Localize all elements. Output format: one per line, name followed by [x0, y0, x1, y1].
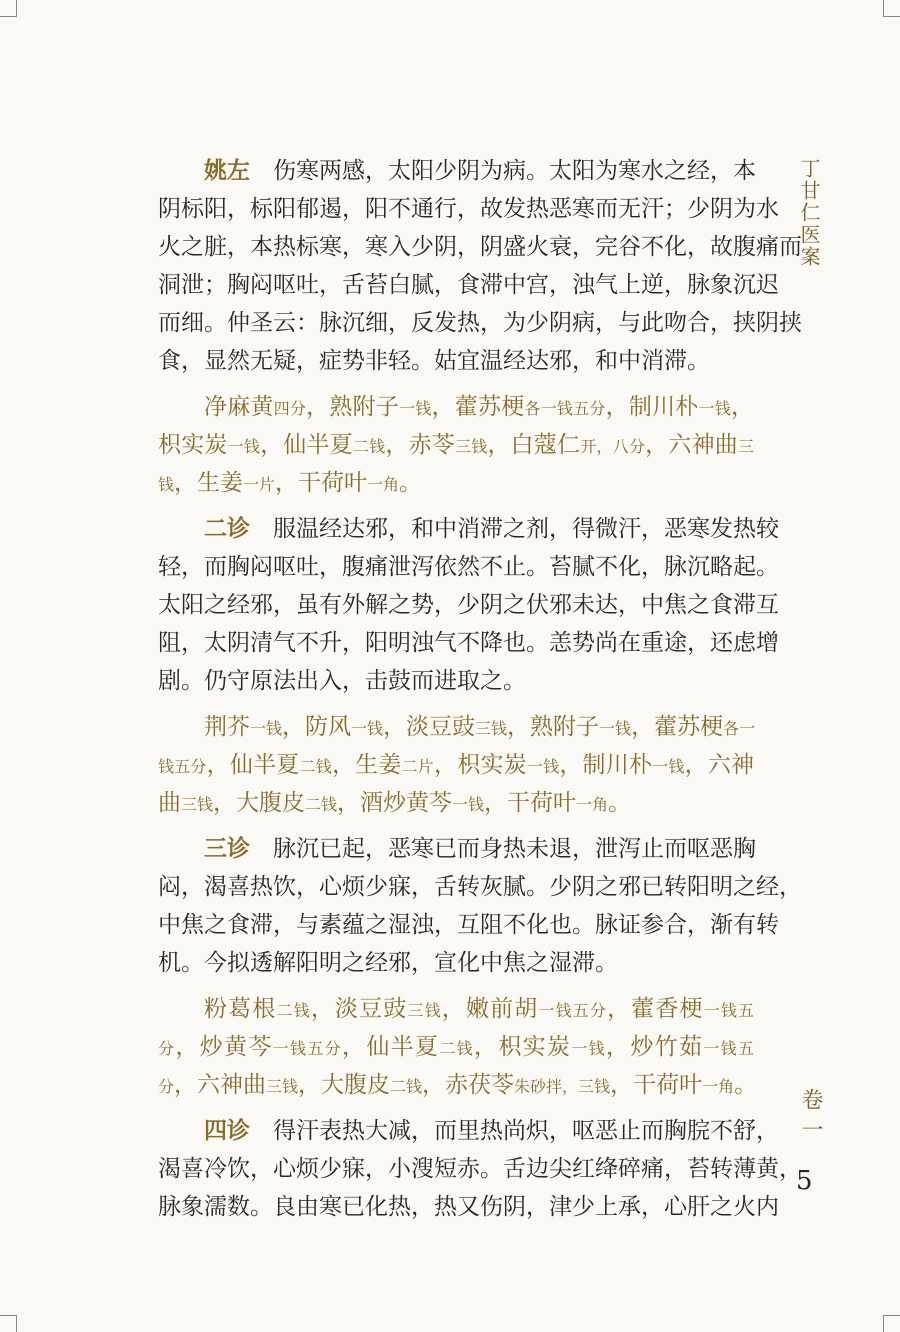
- entry-label: 二诊: [204, 515, 250, 542]
- herb-dosage: 一钱五分: [538, 1001, 608, 1020]
- herb-name: ，赤茯苓: [422, 1072, 515, 1098]
- herb-name: ，炒黄芩: [175, 1034, 273, 1060]
- herb-dosage: 三钱: [475, 719, 508, 738]
- herb-dosage: 四分: [273, 399, 307, 418]
- herb-name: ，制川朴: [605, 394, 699, 420]
- prescription-paragraph: [158, 708, 754, 822]
- herb-name: ，藿苏梗: [631, 714, 724, 740]
- running-header-book-title: 丁甘仁医案: [797, 158, 821, 268]
- herb-dosage: 二钱: [439, 1039, 474, 1058]
- herb-dosage: 开，八分: [580, 437, 646, 456]
- herb-dosage: 朱砂拌，三钱: [514, 1077, 611, 1096]
- herb-name: ，赤苓: [385, 432, 456, 458]
- text-line: [158, 990, 754, 1028]
- herb-dosage: 一钱五: [703, 1039, 754, 1058]
- herb-dosage: 一钱: [351, 719, 384, 738]
- herb-name: ，熟附子: [507, 714, 600, 740]
- herb-name: 荆芥: [204, 714, 250, 740]
- body-text: 得汗表热大减，而里热尚炽，呕恶止而胸脘不舒，: [250, 1118, 779, 1144]
- herb-dosage: 三钱: [181, 795, 214, 814]
- herb-dosage: 一钱五: [703, 1001, 755, 1020]
- herb-name: 。: [734, 1072, 758, 1098]
- herb-name: ，六神曲: [174, 1072, 267, 1098]
- text-line: [158, 784, 754, 822]
- body-text: 洞泄；胸闷呕吐，舌苔白腻，食滞中宫，浊气上逆，脉象沉迟: [158, 272, 779, 298]
- herb-name: ，淡豆豉: [383, 714, 476, 740]
- herb-dosage: 一钱: [227, 437, 261, 456]
- herb-name: ，干荷叶: [610, 1072, 703, 1098]
- page-body: [158, 152, 802, 1234]
- herb-name: ，熟附子: [306, 394, 400, 420]
- herb-dosage: 各一: [723, 719, 756, 738]
- body-text: 闷，渴喜热饮，心烦少寐，舌转灰腻。少阴之邪已转阳明之经，: [158, 874, 802, 900]
- text-line: [158, 708, 754, 746]
- body-text: 脉沉已起，恶寒已而身热未退，泄泻止而呕恶胸: [250, 836, 756, 862]
- herb-name: ，仙半夏: [260, 432, 353, 458]
- body-text: 渴喜冷饮，心烦少寐，小溲短赤。舌边尖红绛碎痛，苔转薄黄，: [158, 1156, 802, 1182]
- herb-name: ，仙半夏: [206, 752, 300, 778]
- crop-mark-bottom-right: [883, 1315, 900, 1332]
- herb-name: ，干荷叶: [275, 470, 368, 496]
- herb-dosage: 一钱: [250, 719, 283, 738]
- herb-name: ，藿苏梗: [431, 394, 525, 420]
- text-line: [158, 152, 754, 190]
- herb-dosage: 一钱: [526, 757, 560, 776]
- herb-name: 净麻黄: [204, 394, 274, 420]
- text-line: [158, 548, 779, 586]
- text-line: [158, 388, 754, 426]
- herb-name: ，藿香梗: [607, 996, 704, 1022]
- herb-dosage: 各一钱五分: [524, 399, 606, 418]
- body-text: 剧。仍守原法出入，击鼓而进取之。: [158, 668, 526, 694]
- herb-dosage: 一钱: [652, 757, 685, 776]
- herb-dosage: 二片: [401, 757, 435, 776]
- herb-dosage: 一片: [243, 475, 276, 494]
- crop-mark-bottom-left: [0, 1315, 17, 1332]
- text-line: [158, 1066, 758, 1104]
- herb-dosage: 三钱: [266, 1077, 299, 1096]
- prescription-paragraph: [158, 990, 758, 1104]
- body-text: 中焦之食滞，与素蕴之湿浊，互阻不化也。脉证参合，渐有转: [158, 912, 779, 938]
- herb-name: 。: [608, 790, 632, 816]
- text-line: [158, 1150, 802, 1188]
- herb-dosage: 一钱: [571, 1039, 606, 1058]
- herb-dosage: 二钱: [352, 437, 386, 456]
- herb-name: ，炒竹茹: [606, 1034, 704, 1060]
- text-line: [158, 266, 779, 304]
- herb-dosage: 一钱五分: [272, 1039, 342, 1058]
- body-text: 阴标阳，标阳郁遏，阳不通行，故发热恶寒而无汗；少阴为水: [158, 196, 779, 222]
- herb-dosage: 一角: [367, 475, 400, 494]
- body-text: 而细。仲圣云：脉沉细，反发热，为少阴病，与此吻合，挟阴挟: [158, 310, 802, 336]
- herb-dosage: 一钱: [698, 399, 732, 418]
- case-paragraph: [158, 510, 779, 700]
- herb-name: ，大腹皮: [213, 790, 306, 816]
- herb-dosage: 钱: [158, 475, 175, 494]
- herb-dosage: 一钱: [452, 795, 485, 814]
- herb-name: ，生姜: [174, 470, 244, 496]
- text-line: [158, 342, 754, 380]
- text-line: [158, 228, 802, 266]
- herb-dosage: 二钱: [299, 757, 332, 776]
- page-number: 5: [796, 1166, 813, 1196]
- herb-name: ，枳实炭: [434, 752, 527, 778]
- herb-name: ，白蔻仁: [487, 432, 581, 458]
- herb-name: ，枳实炭: [474, 1034, 572, 1060]
- herb-name: 粉葛根: [204, 996, 277, 1022]
- herb-name: 曲: [158, 790, 181, 816]
- herb-dosage: 一钱: [599, 719, 632, 738]
- text-line: [158, 510, 779, 548]
- text-line: [158, 304, 802, 342]
- herb-dosage: 分: [158, 1077, 175, 1096]
- body-text: 阻，太阴清气不升，阳明浊气不降也。恙势尚在重途，还虑增: [158, 630, 779, 656]
- herb-name: ，六神曲: [645, 432, 739, 458]
- herb-name: ，酒炒黄芩: [337, 790, 453, 816]
- case-paragraph: [158, 152, 802, 380]
- herb-dosage: 二钱: [276, 1001, 311, 1020]
- herb-dosage: 二钱: [305, 795, 338, 814]
- running-header-volume: 卷一: [798, 1088, 823, 1148]
- text-line: [158, 662, 754, 700]
- text-line: [158, 190, 779, 228]
- herb-name: ，大腹皮: [298, 1072, 391, 1098]
- body-text: 轻，而胸闷呕吐，腹痛泄泻依然不止。苔腻不化，脉沉略起。: [158, 554, 779, 580]
- body-text: 火之脏，本热标寒，寒入少阴，阴盛火衰，完谷不化，故腹痛而: [158, 234, 802, 260]
- herb-name: ，: [731, 394, 755, 420]
- herb-name: ，淡豆豉: [310, 996, 408, 1022]
- text-line: [158, 746, 754, 784]
- body-text: 机。今拟透解阳明之经邪，宣化中焦之湿滞。: [158, 950, 618, 976]
- body-text: 脉象濡数。良由寒已化热，热又伤阴，津少上承，心肝之火内: [158, 1194, 779, 1220]
- body-text: 食，显然无疑，症势非轻。姑宜温经达邪，和中消滞。: [158, 348, 710, 374]
- body-text: 伤寒两感，太阳少阴为病。太阳为寒水之经，本: [250, 158, 756, 184]
- herb-dosage: 分: [158, 1039, 176, 1058]
- herb-dosage: 三钱: [407, 1001, 442, 1020]
- herb-dosage: 一角: [702, 1077, 735, 1096]
- herb-name: 。: [399, 470, 423, 496]
- text-line: [158, 586, 779, 624]
- text-line: [158, 1112, 779, 1150]
- text-line: [158, 830, 754, 868]
- herb-name: ，干荷叶: [484, 790, 577, 816]
- herb-name: 枳实炭: [158, 432, 228, 458]
- text-line: [158, 944, 754, 982]
- herb-name: ，六神: [684, 752, 755, 778]
- herb-dosage: 二钱: [390, 1077, 423, 1096]
- entry-label: 三诊: [204, 835, 250, 862]
- prescription-paragraph: [158, 388, 754, 502]
- herb-name: ，防风: [282, 714, 352, 740]
- text-line: [158, 624, 779, 662]
- text-line: [158, 868, 802, 906]
- crop-mark-top-right: [883, 0, 900, 17]
- text-line: [158, 464, 754, 502]
- herb-name: ，制川朴: [559, 752, 653, 778]
- text-line: [158, 1028, 754, 1066]
- herb-dosage: 三钱: [455, 437, 488, 456]
- herb-name: ，生姜: [331, 752, 402, 778]
- entry-label: 四诊: [204, 1117, 250, 1144]
- herb-dosage: 三: [738, 437, 755, 456]
- body-text: 太阳之经邪，虽有外解之势，少阴之伏邪未达，中焦之食滞互: [158, 592, 779, 618]
- text-line: [158, 906, 779, 944]
- crop-mark-top-left: [0, 0, 17, 17]
- text-line: [158, 426, 754, 464]
- text-line: [158, 1188, 779, 1226]
- herb-dosage: 一角: [576, 795, 609, 814]
- entry-label: 姚左: [204, 157, 250, 184]
- body-text: 服温经达邪，和中消滞之剂，得微汗，恶寒发热较: [250, 516, 779, 542]
- herb-dosage: 钱五分: [158, 757, 207, 776]
- case-paragraph: [158, 830, 802, 982]
- herb-name: ，仙半夏: [342, 1034, 440, 1060]
- herb-name: ，嫩前胡: [441, 996, 539, 1022]
- case-paragraph: [158, 1112, 802, 1226]
- herb-dosage: 一钱: [399, 399, 432, 418]
